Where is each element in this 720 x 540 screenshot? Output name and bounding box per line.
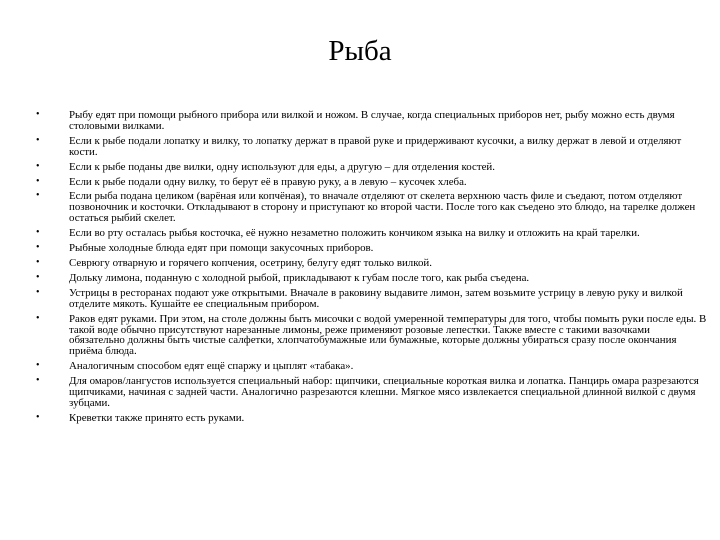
bullet-item: • Дольку лимона, поданную с холодной рыбой, прикладывают к губам после того, как рыба съедена. [36,273,708,284]
bullet-item: • Рыбу едят при помощи рыбного прибора или вилкой и ножом. В случае, когда специальных приборов нет, рыбу можно есть двумя столовыми вилками. [36,110,708,132]
bullet-item: • Если к рыбе подали одну вилку, то берут её в правую руку, а в левую – кусочек хлеба. [36,177,708,188]
bullet-item: • Если к рыбе поданы две вилки, одну используют для еды, а другую – для отделения костей. [36,162,708,173]
bullet-list [36,110,708,428]
bullet-item: • Аналогичным способом едят ещё спаржу и цыплят «табака». [36,361,708,372]
bullet-item: • Рыбные холодные блюда едят при помощи закусочных приборов. [36,243,708,254]
bullet-item: • Устрицы в ресторанах подают уже открытыми. Вначале в раковину выдавите лимон, затем возьмите устрицу в левую руку и вилкой отделите мякоть. Кушайте ее специальным прибором. [36,288,708,310]
bullet-item: • Если к рыбе подали лопатку и вилку, то лопатку держат в правой руке и придерживают кусочки, а вилку держат в левой и отделяют кости. [36,136,708,158]
bullet-item: • Раков едят руками. При этом, на столе должны быть мисочки с водой умеренной температуры для того, чтобы помыть руки после еды. В такой воде обычно присутствуют нарезанные лимоны, реже применяют розовые лепестки. Также вместе с такими вазочками обязательно должны быть чистые салфетки, хлопчатобумажные или бумажные, которые должны убираться сразу после окончания приёма блюда. [36,314,708,358]
bullet-item: • Креветки также принято есть руками. [36,413,708,424]
bullet-item: • Если во рту осталась рыбья косточка, её нужно незаметно положить кончиком языка на вилку и отложить на край тарелки. [36,228,708,239]
bullet-item: • Севрюгу отварную и горячего копчения, осетрину, белугу едят только вилкой. [36,258,708,269]
bullet-item: • Если рыба подана целиком (варёная или копчёная), то вначале отделяют от скелета верхнюю часть филе и съедают, потом отделяют позвоночник и косточки. Откладывают в сторону и приступают ко второй части. После того как съедено это блюдо, на тарелке должен остаться рыбий скелет. [36,191,708,224]
bullet-item: • Для омаров/лангустов используется специальный набор: щипчики, специальные короткая вилка и лопатка. Панцирь омара разрезаются щипчиками, начиная с задней части. Аналогично разрезаются клешни. Мягкое мясо извлекается специальной длинной вилкой с двумя зубцами. [36,376,708,409]
slide-title: Рыба [328,35,392,67]
